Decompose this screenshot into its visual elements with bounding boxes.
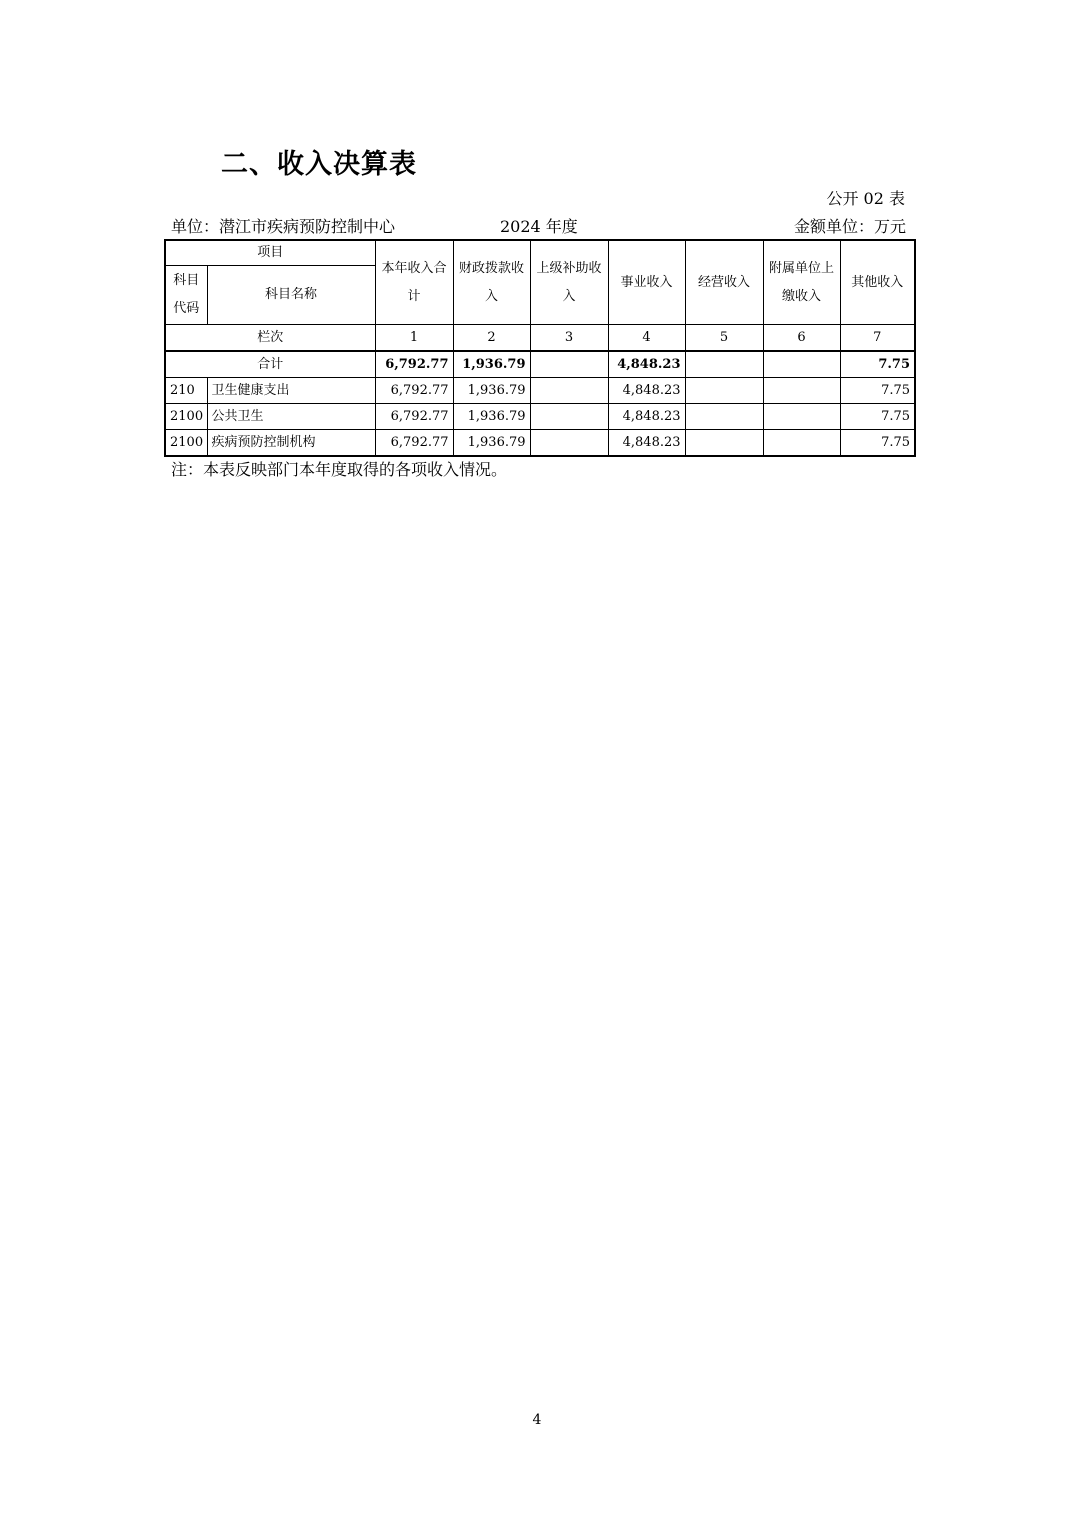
- header-subject-name: 科目名称: [207, 266, 375, 325]
- table-cell: [530, 430, 608, 457]
- table-cell: [763, 378, 840, 404]
- total-cell: 1,936.79: [453, 351, 530, 378]
- column-index-label: 栏次: [165, 325, 375, 352]
- header-subject-code: 科目代码: [165, 266, 207, 325]
- page-title: 二、收入决算表: [221, 149, 417, 180]
- table-cell: [685, 404, 763, 430]
- column-number: 7: [840, 325, 915, 352]
- subject-code: 2100: [165, 430, 207, 457]
- subject-code: 210: [165, 378, 207, 404]
- table-cell: 7.75: [840, 430, 915, 457]
- column-number: 5: [685, 325, 763, 352]
- table-cell: [685, 430, 763, 457]
- table-cell: 4,848.23: [608, 378, 685, 404]
- table-cell: [685, 378, 763, 404]
- header-col1: 本年收入合计: [375, 240, 453, 325]
- table-cell: 4,848.23: [608, 430, 685, 457]
- table-cell: 6,792.77: [375, 378, 453, 404]
- table-cell: 7.75: [840, 404, 915, 430]
- total-cell: 4,848.23: [608, 351, 685, 378]
- subject-code: 2100: [165, 404, 207, 430]
- total-label: 合计: [165, 351, 375, 378]
- table-cell: 1,936.79: [453, 378, 530, 404]
- table-row: [165, 404, 915, 430]
- header-col5: 经营收入: [685, 240, 763, 325]
- table-cell: 1,936.79: [453, 404, 530, 430]
- subject-name: 疾病预防控制机构: [207, 430, 375, 457]
- subject-name: 卫生健康支出: [207, 378, 375, 404]
- table-cell: [530, 404, 608, 430]
- table-note: 注：本表反映部门本年度取得的各项收入情况。: [171, 460, 508, 479]
- total-row: [165, 351, 915, 378]
- table-cell: [763, 430, 840, 457]
- reporting-unit: 单位：潜江市疾病预防控制中心: [171, 217, 396, 236]
- header-col7: 其他收入: [840, 240, 915, 325]
- table-cell: [530, 378, 608, 404]
- column-number: 3: [530, 325, 608, 352]
- fiscal-year: 2024 年度: [500, 217, 578, 236]
- money-unit: 金额单位：万元: [793, 217, 906, 236]
- header-project: 项目: [165, 240, 375, 266]
- table-cell: 6,792.77: [375, 404, 453, 430]
- header-col4: 事业收入: [608, 240, 685, 325]
- total-cell: [763, 351, 840, 378]
- table-row: [165, 378, 915, 404]
- header-col2: 财政拨款收入: [453, 240, 530, 325]
- column-number: 6: [763, 325, 840, 352]
- column-index-row: [165, 325, 915, 352]
- table-cell: 1,936.79: [453, 430, 530, 457]
- report-meta: [171, 214, 906, 236]
- table-cell: 6,792.77: [375, 430, 453, 457]
- header-col3: 上级补助收入: [530, 240, 608, 325]
- table-code: 公开 02 表: [826, 189, 905, 208]
- total-cell: [530, 351, 608, 378]
- page-number: 4: [532, 1412, 542, 1428]
- table-cell: [763, 404, 840, 430]
- table-cell: 4,848.23: [608, 404, 685, 430]
- header-col6: 附属单位上缴收入: [763, 240, 840, 325]
- total-cell: 6,792.77: [375, 351, 453, 378]
- header-row-1: [165, 240, 915, 266]
- income-table: [164, 239, 916, 457]
- subject-name: 公共卫生: [207, 404, 375, 430]
- column-number: 1: [375, 325, 453, 352]
- column-number: 2: [453, 325, 530, 352]
- total-cell: [685, 351, 763, 378]
- column-number: 4: [608, 325, 685, 352]
- table-row: [165, 430, 915, 457]
- table-cell: 7.75: [840, 378, 915, 404]
- total-cell: 7.75: [840, 351, 915, 378]
